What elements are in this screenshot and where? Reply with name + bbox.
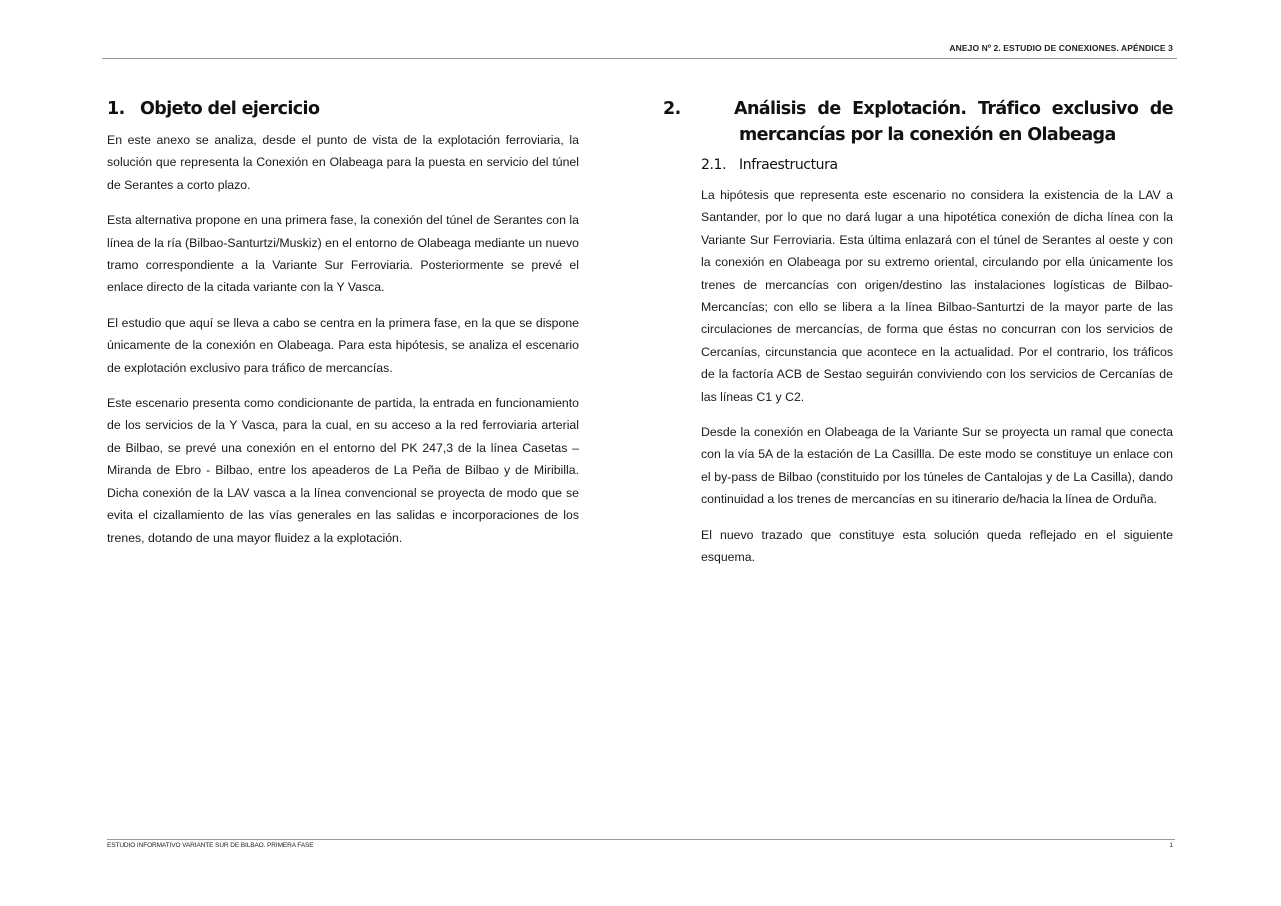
section-title: Objeto del ejercicio bbox=[140, 99, 320, 119]
section-title: Análisis de Explotación. Tráfico exclusivo de mercancías por la conexión en Olabeaga bbox=[734, 99, 1173, 145]
paragraph: Desde la conexión en Olabeaga de la Variante Sur se proyecta un ramal que conecta con la vía 5A de la estación de La Casillla. De este modo se constituye un enlace con el by-pass de Bilbao (constituido por los túneles de Cantalojas y de La Casilla), dando continuidad a los trenes de mercancías en su itinerario de/hacia la línea de Orduña. bbox=[701, 425, 1173, 507]
subsection-number: 2.1. bbox=[701, 157, 727, 173]
header-divider bbox=[102, 58, 1177, 59]
header-title: ANEJO Nº 2. ESTUDIO DE CONEXIONES. APÉNDICE 3 bbox=[949, 43, 1173, 53]
paragraph: Este escenario presenta como condicionante de partida, la entrada en funcionamiento de los servicios de la Y Vasca, para la cual, en su acceso a la red ferroviaria arterial de Bilbao, se prevé una conexión en el entorno del PK 247,3 de la línea Casetas – Miranda de Ebro - Bilbao, entre los apeaderos de La Peña de Bilbao y de Miribilla. Dicha conexión de la LAV vasca a la línea convencional se proyecta de modo que se evita el cizallamiento de las vías generales en las salidas e incorporaciones de los trenes, dotando de una mayor fluidez a la explotación. bbox=[107, 396, 579, 545]
paragraph: El nuevo trazado que constituye esta solución queda reflejado en el siguiente esquema. bbox=[701, 527, 1173, 565]
section-heading-2 bbox=[663, 96, 1173, 148]
subsection-heading bbox=[701, 154, 1173, 176]
paragraph: En este anexo se analiza, desde el punto de vista de la explotación ferroviaria, la solución que representa la Conexión en Olabeaga para la puesta en servicio del túnel de Serantes a corto plazo. bbox=[107, 133, 579, 192]
section-number: 2. bbox=[663, 99, 681, 119]
section-number: 1. bbox=[107, 99, 125, 119]
left-column bbox=[107, 96, 579, 562]
paragraph: El estudio que aquí se lleva a cabo se centra en la primera fase, en la que se dispone únicamente de la conexión en Olabeaga. Para esta hipótesis, se analiza el escenario de explotación exclusivo para tráfico de mercancías. bbox=[107, 315, 579, 375]
footer-divider bbox=[107, 839, 1175, 840]
section-heading-1 bbox=[107, 96, 579, 122]
paragraph: Esta alternativa propone en una primera fase, la conexión del túnel de Serantes con la línea de la ría (Bilbao-Santurtzi/Muskiz) en el entorno de Olabeaga mediante un nuevo tramo correspondiente a la Variante Sur Ferroviaria. Posteriormente se prevé el enlace directo de la citada variante con la Y Vasca. bbox=[107, 213, 579, 295]
paragraph: La hipótesis que representa este escenario no considera la existencia de la LAV a Santander, por lo que no dará lugar a una hipotética conexión de dicha línea con la Variante Sur Ferroviaria. Esta última enlazará con el túnel de Serantes al oeste y con la conexión en Olabeaga por su extremo oriental, circulando por ella únicamente los trenes de mercancías con origen/destino las instalaciones logísticas de Bilbao-Mercancías; con ello se libera a la línea Bilbao-Santurtzi de la mayor parte de las circulaciones de mercancías, de forma que éstas no concurran con los servicios de Cercanías, circunstancia que acontece en la actualidad. Por el contrario, los tráficos de la factoría ACB de Sestao seguirán conviviendo con los servicios de Cercanías de las líneas C1 y C2. bbox=[701, 188, 1173, 404]
footer-document-title: ESTUDIO INFORMATIVO VARIANTE SUR DE BILBAO. PRIMERA FASE bbox=[107, 842, 314, 849]
subsection-title: Infraestructura bbox=[739, 157, 838, 173]
right-column bbox=[663, 96, 1173, 582]
page-number: 1 bbox=[1169, 842, 1173, 849]
